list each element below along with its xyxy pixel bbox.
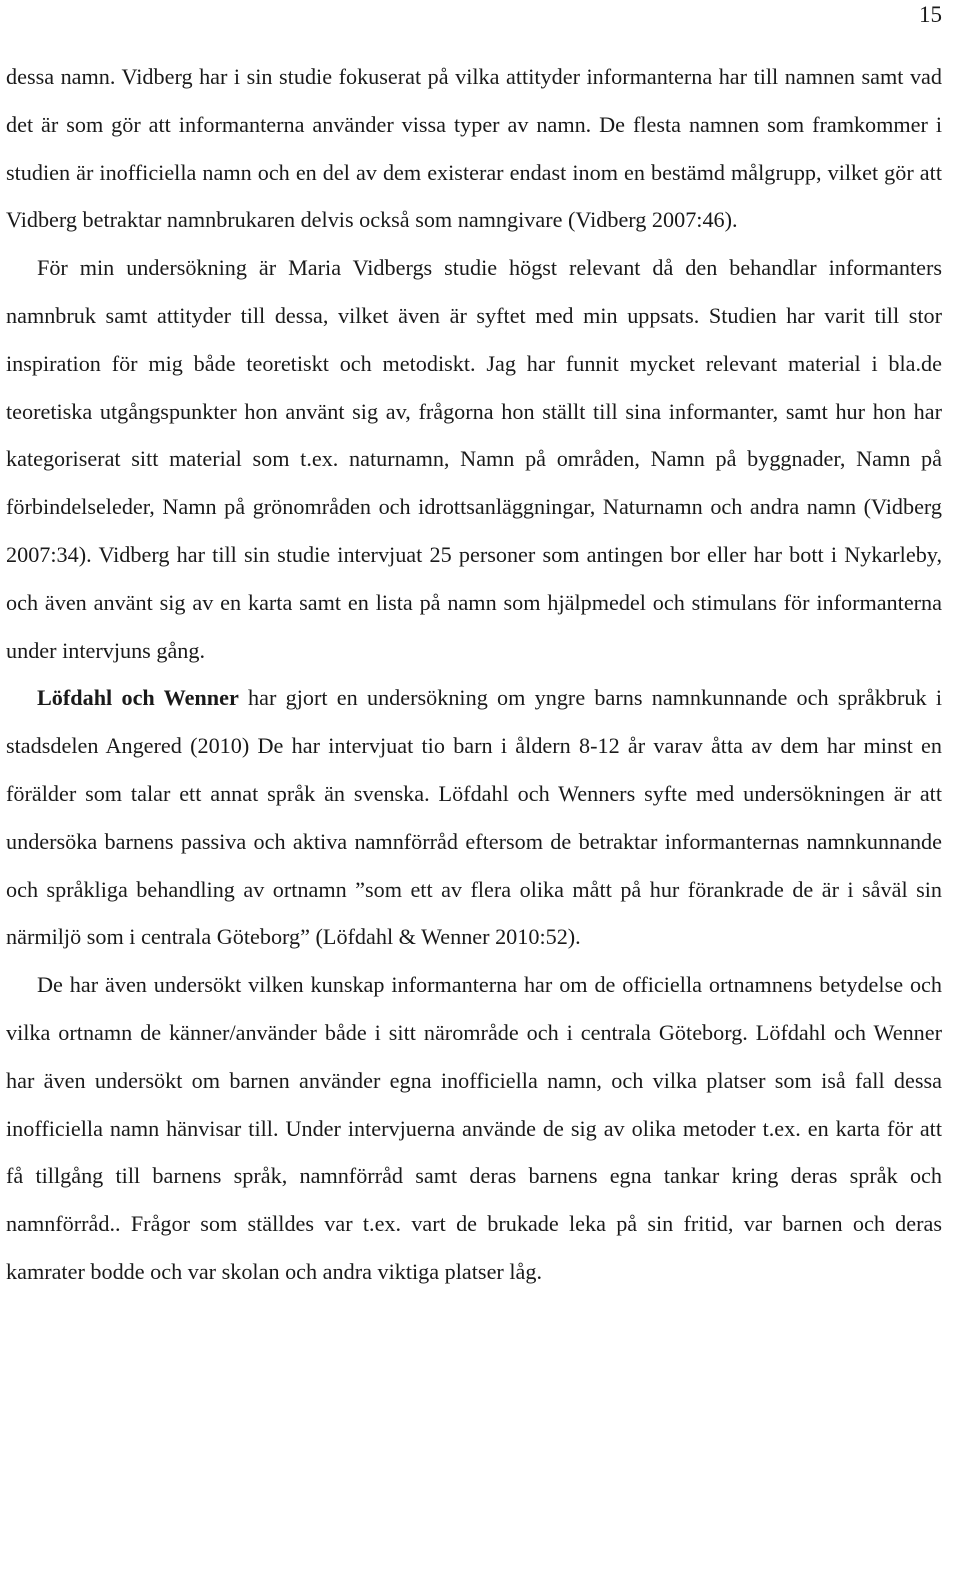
paragraph-methods: De har även undersökt vilken kunskap informanterna har om de officiella ortnamnens betydelse och vilka ortnamn de känner/använder både i sitt närområde och i centrala Göteborg. Löfdahl och Wenner har även undersökt om barnen använder egna inofficiella namn, och vilka platser som iså fall dessa inofficiella namn hänvisar till. Under intervjuerna använde de sig av olika metoder t.ex. en karta för att få tillgång till barnens språk, namnförråd samt deras barnens egna tankar kring deras språk och namnförråd.. Frågor som ställdes var t.ex. vart de brukade leka på sin fritid, var barnen och deras kamrater bodde och var skolan och andra viktiga platser låg.: [6, 972, 942, 1284]
paragraph-lofdahl-wenner-text: har gjort en undersökning om yngre barns namnkunnande och språkbruk i stadsdelen Angered (2010) De har intervjuat tio barn i åldern 8-12 år varav åtta av dem har minst en förälder som talar ett annat språk än svenska. Löfdahl och Wenners syfte med undersökningen är att undersöka barnens passiva och aktiva namnförråd eftersom de betraktar informanternas namnkunnande och språkliga behandling av ortnamn ”som ett av flera olika mått på hur förankrade de är i såväl sin närmiljö som i centrala Göteborg” (Löfdahl & Wenner 2010:52).: [6, 685, 942, 950]
paragraph-lofdahl-wenner: [6, 674, 942, 961]
document-body: [6, 53, 942, 1296]
page-number: 15: [919, 2, 942, 27]
author-names-bold: Löfdahl och Wenner: [37, 685, 239, 711]
paragraph-vidberg-summary: dessa namn. Vidberg har i sin studie fokuserat på vilka attityder informanterna har till namnen samt vad det är som gör att informanterna använder vissa typer av namn. De flesta namnen som framkommer i studien är inofficiella namn och en del av dem existerar endast inom en bestämd målgrupp, vilket gör att Vidberg betraktar namnbrukaren delvis också som namngivare (Vidberg 2007:46).: [6, 64, 942, 233]
paragraph-relevance: För min undersökning är Maria Vidbergs studie högst relevant då den behandlar informanters namnbruk samt attityder till dessa, vilket även är syftet med min uppsats. Studien har varit till stor inspiration för mig både teoretiskt och metodiskt. Jag har funnit mycket relevant material i bla.de teoretiska utgångspunkter hon använt sig av, frågorna hon ställt till sina informanter, samt hur hon har kategoriserat sitt material som t.ex. naturnamn, Namn på områden, Namn på byggnader, Namn på förbindelseleder, Namn på grönområden och idrottsanläggningar, Naturnamn och andra namn (Vidberg 2007:34). Vidberg har till sin studie intervjuat 25 personer som antingen bor eller har bott i Nykarleby, och även använt sig av en karta samt en lista på namn som hjälpmedel och stimulans för informanterna under intervjuns gång.: [6, 255, 942, 663]
